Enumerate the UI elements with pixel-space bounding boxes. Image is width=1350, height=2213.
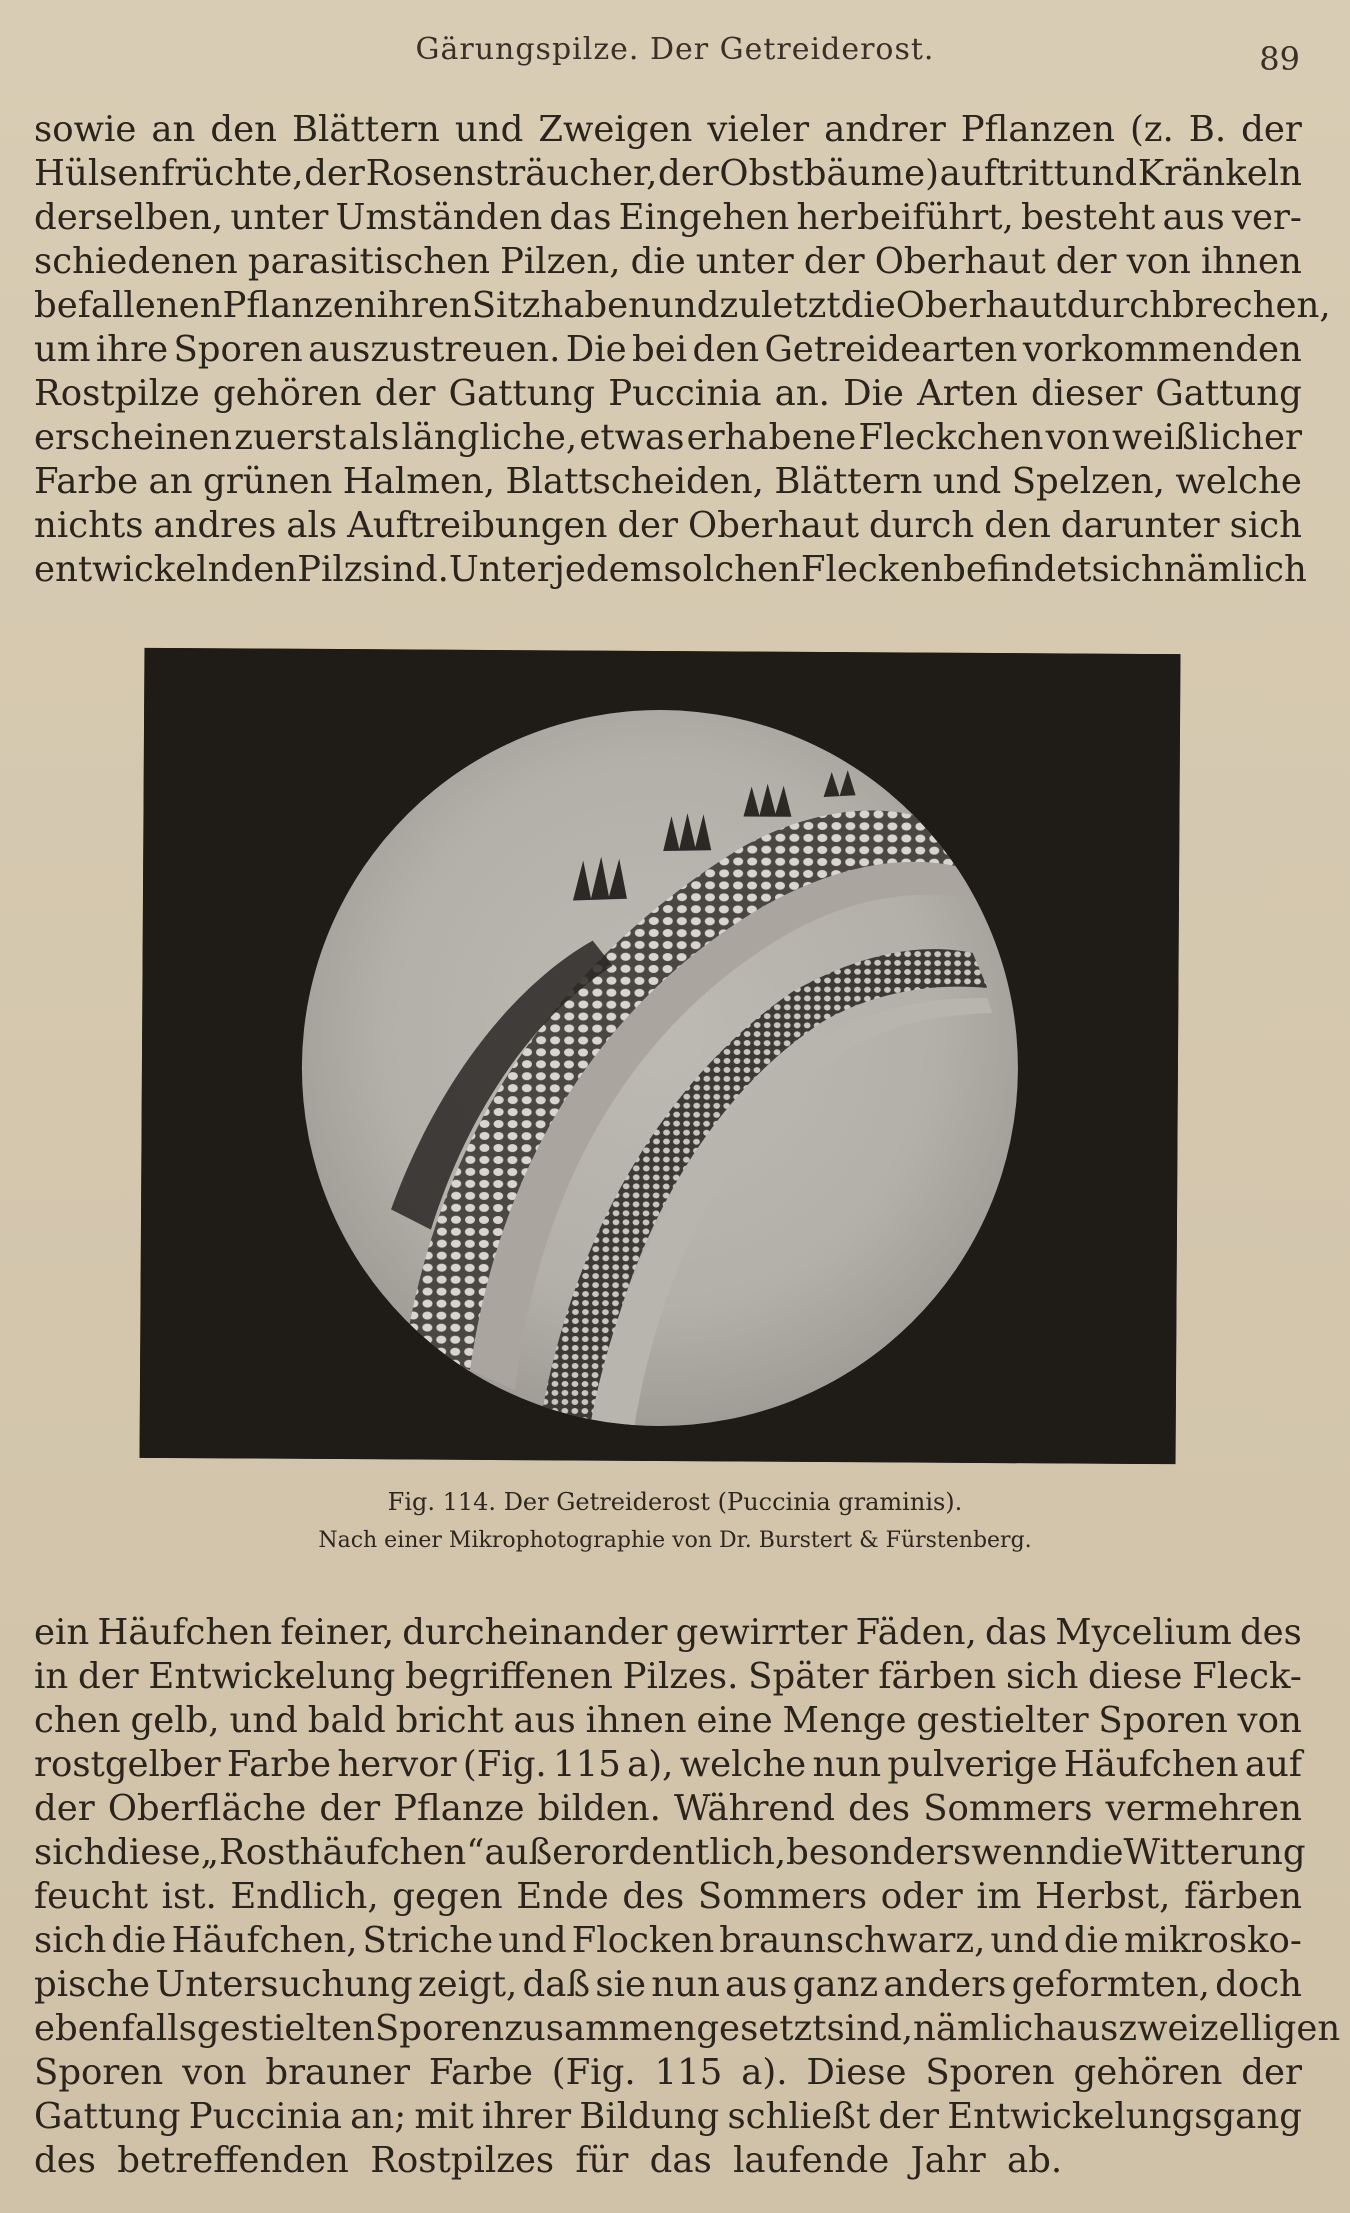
micrograph-image: [140, 648, 1181, 1464]
running-head: [0, 30, 1350, 80]
text-line: Gattung Puccinia an; mit ihrer Bildung schließt der Entwickelungsgang: [34, 2096, 1302, 2137]
text-line: Sporen von brauner Farbe (Fig. 115 a). Diese Sporen gehören der: [34, 2052, 1302, 2093]
text-line: Hülsenfrüchte, der Rosensträucher, der Obstbäume) auftritt und Kränkeln: [34, 153, 1302, 194]
micrograph-figure: [140, 648, 1181, 1464]
text-line: in der Entwickelung begriffenen Pilzes. Später färben sich diese Fleck-: [34, 1656, 1302, 1697]
text-line: um ihre Sporen auszustreuen. Die bei den Getreidearten vorkommenden: [34, 329, 1302, 370]
text-line: chen gelb, und bald bricht aus ihnen eine Menge gestielter Sporen von: [34, 1700, 1302, 1741]
text-line: erscheinen zuerst als längliche, etwas erhabene Fleckchen von weißlicher: [34, 417, 1302, 458]
text-line: Rostpilze gehören der Gattung Puccinia an. Die Arten dieser Gattung: [34, 373, 1302, 414]
text-line: ebenfalls gestielten Sporen zusammengesetzt sind, nämlich aus zweizelligen: [34, 2008, 1341, 2049]
text-line: ein Häufchen feiner, durcheinander gewirrter Fäden, das Mycelium des: [34, 1612, 1302, 1653]
text-line: pische Untersuchung zeigt, daß sie nun aus ganz anders geformten, doch: [34, 1964, 1302, 2005]
text-line: schiedenen parasitischen Pilzen, die unter der Oberhaut der von ihnen: [34, 241, 1302, 282]
figure-caption: Fig. 114. Der Getreiderost (Puccinia graminis).: [387, 1488, 963, 1516]
text-line: derselben, unter Umständen das Eingehen herbeiführt, besteht aus ver-: [34, 197, 1302, 238]
text-line: sich die Häufchen, Striche und Flocken braunschwarz, und die mikrosko-: [34, 1920, 1302, 1961]
page-number: 89: [1259, 40, 1300, 78]
text-line: befallenen Pflanzen ihren Sitz haben und zuletzt die Oberhaut durchbrechen,: [34, 285, 1331, 326]
header-title: Gärungspilze. Der Getreiderost.: [415, 32, 935, 67]
figure-credit: Nach einer Mikrophotographie von Dr. Burstert & Fürstenberg.: [318, 1528, 1032, 1553]
text-line: sowie an den Blättern und Zweigen vieler andrer Pflanzen (z. B. der: [34, 109, 1302, 150]
paragraph-top: [34, 108, 1331, 592]
text-line: entwickelnden Pilz sind. Unter jedem solchen Flecken befindet sich nämlich: [34, 549, 1307, 590]
text-line: rostgelber Farbe hervor (Fig. 115 a), welche nun pulverige Häufchen auf: [34, 1744, 1302, 1785]
text-line: nichts andres als Auftreibungen der Oberhaut durch den darunter sich: [34, 505, 1302, 546]
text-line: Farbe an grünen Halmen, Blattscheiden, Blättern und Spelzen, welche: [34, 461, 1302, 502]
text-line: sich diese „Rosthäufchen“ außerordentlich, besonders wenn die Witterung: [34, 1832, 1306, 1873]
text-line: des betreffenden Rostpilzes für das laufende Jahr ab.: [34, 2140, 1063, 2181]
text-line: der Oberfläche der Pflanze bilden. Während des Sommers vermehren: [34, 1788, 1302, 1829]
text-line: feucht ist. Endlich, gegen Ende des Sommers oder im Herbst, färben: [34, 1876, 1302, 1917]
paragraph-bottom: [34, 1611, 1341, 2183]
